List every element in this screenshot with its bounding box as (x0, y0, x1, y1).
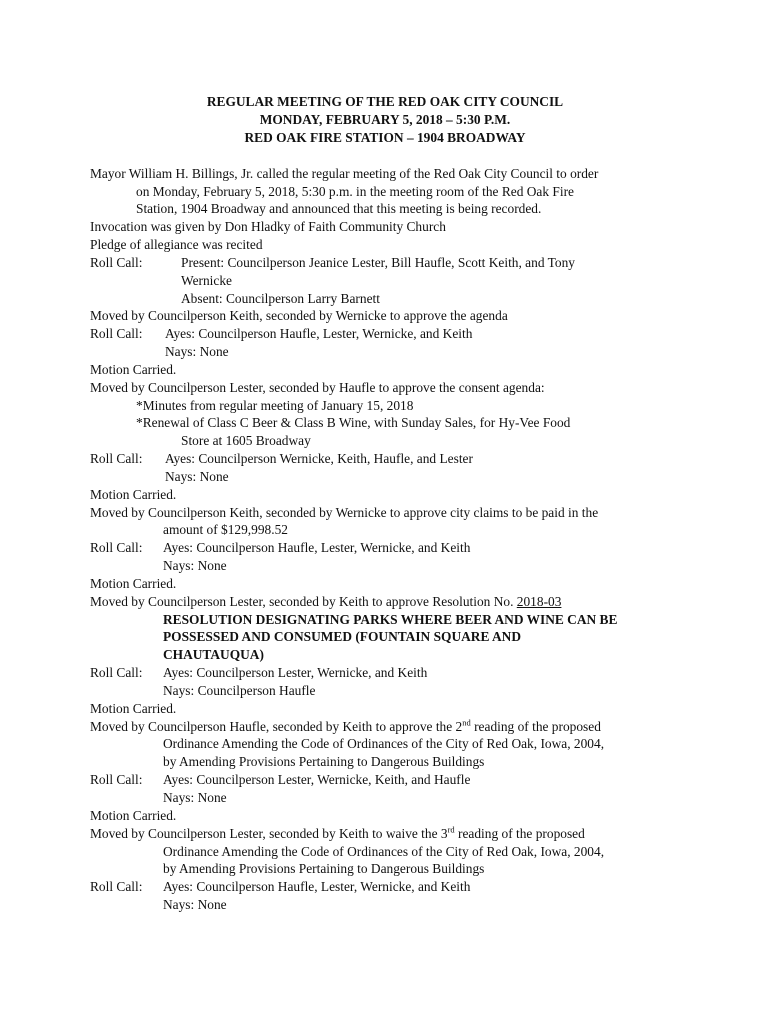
motion-text: reading of the proposed (454, 826, 585, 841)
motion-line-cont: by Amending Provisions Pertaining to Dangerous Buildings (163, 754, 485, 769)
roll-call-present: Present: Councilperson Jeanice Lester, Bill Haufle, Scott Keith, and Tony (181, 255, 575, 270)
ordinal-suffix: rd (447, 824, 455, 835)
roll-call-label: Roll Call: (90, 451, 143, 466)
motion-line (90, 593, 561, 611)
motion-line (90, 718, 601, 736)
meeting-location: RED OAK FIRE STATION – 1904 BROADWAY (244, 130, 526, 145)
motion-result: Motion Carried. (90, 576, 177, 591)
motion-text: reading of the proposed (470, 719, 601, 734)
roll-call-nays: Nays: None (165, 469, 229, 484)
roll-call-nays: Nays: None (163, 897, 227, 912)
consent-item: *Minutes from regular meeting of January 15, 2018 (136, 398, 414, 413)
motion-result: Motion Carried. (90, 701, 177, 716)
roll-call-ayes: Ayes: Councilperson Wernicke, Keith, Haufle, and Lester (165, 451, 473, 466)
motion-result: Motion Carried. (90, 362, 177, 377)
roll-call-ayes: Ayes: Councilperson Haufle, Lester, Wernicke, and Keith (163, 879, 471, 894)
motion-line: Moved by Councilperson Lester, seconded by Haufle to approve the consent agenda: (90, 380, 545, 395)
roll-call-label: Roll Call: (90, 255, 143, 270)
ordinal-suffix: nd (462, 717, 471, 728)
roll-call-ayes: Ayes: Councilperson Lester, Wernicke, Keith, and Haufle (163, 772, 471, 787)
roll-call-ayes: Ayes: Councilperson Lester, Wernicke, and Keith (163, 665, 428, 680)
motion-line-cont: by Amending Provisions Pertaining to Dangerous Buildings (163, 861, 485, 876)
pledge-line: Pledge of allegiance was recited (90, 237, 263, 252)
meeting-title: REGULAR MEETING OF THE RED OAK CITY COUNCIL (206, 94, 564, 109)
roll-call-nays: Nays: None (163, 790, 227, 805)
roll-call-absent: Absent: Councilperson Larry Barnett (181, 291, 380, 306)
roll-call-label: Roll Call: (90, 326, 143, 341)
roll-call-ayes: Ayes: Councilperson Haufle, Lester, Wernicke, and Keith (163, 540, 471, 555)
resolution-title: CHAUTAUQUA) (163, 647, 264, 662)
resolution-number: 2018-03 (516, 594, 562, 609)
meeting-date: MONDAY, FEBRUARY 5, 2018 – 5:30 P.M. (259, 112, 511, 127)
roll-call-nays: Nays: None (165, 344, 229, 359)
motion-line (90, 825, 585, 843)
consent-item-cont: Store at 1605 Broadway (181, 433, 311, 448)
motion-line-cont: Ordinance Amending the Code of Ordinances of the City of Red Oak, Iowa, 2004, (163, 844, 605, 859)
motion-text: Moved by Councilperson Lester, seconded by Keith to waive the 3 (90, 826, 448, 841)
roll-call-label: Roll Call: (90, 772, 143, 787)
roll-call-ayes: Ayes: Councilperson Haufle, Lester, Wernicke, and Keith (165, 326, 473, 341)
motion-line: Moved by Councilperson Keith, seconded by Wernicke to approve city claims to be paid in the (90, 505, 599, 520)
motion-line-cont: Ordinance Amending the Code of Ordinances of the City of Red Oak, Iowa, 2004, (163, 736, 605, 751)
motion-text: Moved by Councilperson Lester, seconded by Keith to approve Resolution No. (90, 594, 517, 609)
motion-result: Motion Carried. (90, 487, 177, 502)
opening-line: Station, 1904 Broadway and announced that this meeting is being recorded. (136, 201, 542, 216)
motion-line-cont: amount of $129,998.52 (163, 522, 288, 537)
motion-line: Moved by Councilperson Keith, seconded by Wernicke to approve the agenda (90, 308, 508, 323)
resolution-title: POSSESSED AND CONSUMED (FOUNTAIN SQUARE AND (163, 629, 522, 644)
opening-line: Mayor William H. Billings, Jr. called the regular meeting of the Red Oak City Council to order (90, 166, 599, 181)
motion-result: Motion Carried. (90, 808, 177, 823)
opening-line: on Monday, February 5, 2018, 5:30 p.m. in the meeting room of the Red Oak Fire (136, 184, 574, 199)
invocation-line: Invocation was given by Don Hladky of Faith Community Church (90, 219, 446, 234)
roll-call-nays: Nays: None (163, 558, 227, 573)
roll-call-present-cont: Wernicke (181, 273, 232, 288)
motion-text: Moved by Councilperson Haufle, seconded by Keith to approve the 2 (90, 719, 463, 734)
roll-call-label: Roll Call: (90, 540, 143, 555)
resolution-title: RESOLUTION DESIGNATING PARKS WHERE BEER AND WINE CAN BE (163, 612, 618, 627)
roll-call-nays: Nays: Councilperson Haufle (163, 683, 316, 698)
roll-call-label: Roll Call: (90, 879, 143, 894)
roll-call-label: Roll Call: (90, 665, 143, 680)
consent-item: *Renewal of Class C Beer & Class B Wine, with Sunday Sales, for Hy-Vee Food (136, 415, 571, 430)
